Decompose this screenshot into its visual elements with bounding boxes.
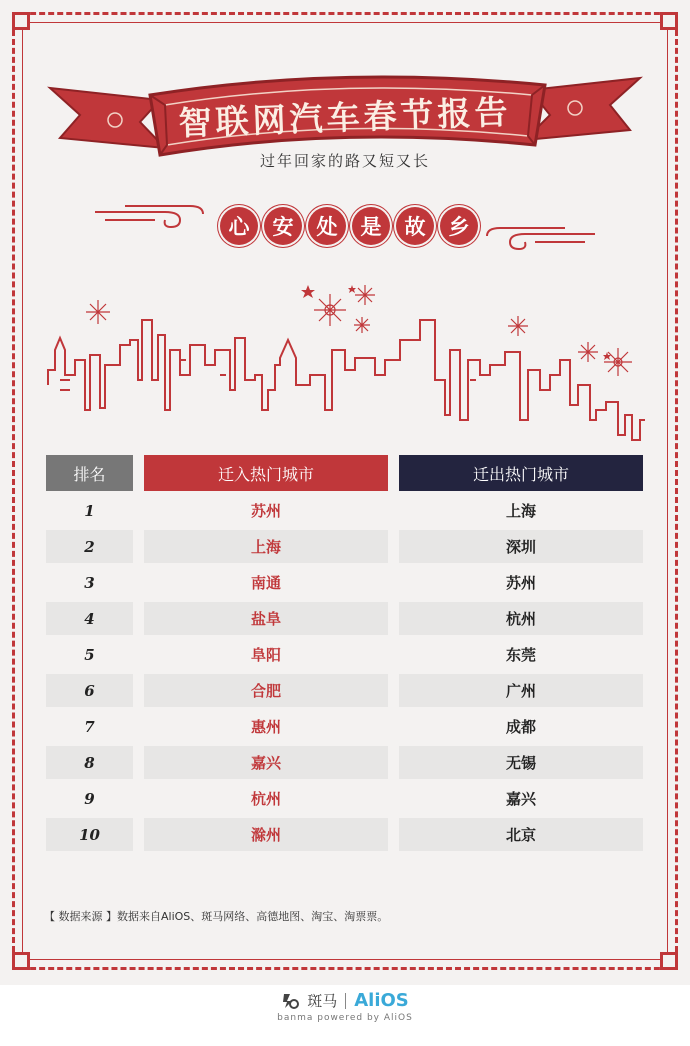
footer-tagline: banma powered by AliOS: [277, 1013, 413, 1023]
outbound-city-cell: 苏州: [505, 574, 536, 592]
rank-cell: 8: [46, 746, 133, 779]
outbound-city-cell: 深圳: [399, 530, 643, 563]
column-header-outbound: 迁出热门城市: [399, 455, 643, 491]
outbound-city-cell: 杭州: [399, 602, 643, 635]
inbound-city-cell: 阜阳: [250, 646, 281, 664]
slogan-char: 心: [220, 207, 258, 245]
outbound-city-cell: 无锡: [399, 746, 643, 779]
slogan-char: 安: [264, 207, 302, 245]
partner-name: AliOS: [354, 990, 409, 1011]
inbound-city-cell: 滁州: [144, 818, 388, 851]
cloud-swirl-right: [485, 222, 595, 252]
outbound-city-cell: 东莞: [505, 646, 536, 664]
inbound-city-cell: 苏州: [250, 502, 281, 520]
column-header-inbound: 迁入热门城市: [144, 455, 388, 491]
frame-corner: [12, 12, 30, 30]
city-skyline-illustration: [40, 280, 650, 445]
report-subtitle: 过年回家的路又短又长: [259, 152, 430, 170]
slogan-char: 乡: [440, 207, 478, 245]
report-title: 智联网汽车春节报告: [177, 92, 513, 143]
rank-cell: 2: [46, 530, 133, 563]
outbound-city-cell: 北京: [399, 818, 643, 851]
frame-corner: [660, 952, 678, 970]
column-header-rank: 排名: [46, 455, 133, 491]
rank-cell: 9: [84, 789, 95, 808]
frame-corner: [12, 952, 30, 970]
outbound-city-cell: 成都: [505, 718, 536, 736]
inbound-city-cell: 上海: [144, 530, 388, 563]
rank-cell: 1: [84, 501, 95, 520]
rank-cell: 3: [84, 573, 95, 592]
slogan-char: 处: [308, 207, 346, 245]
rank-cell: 6: [46, 674, 133, 707]
logo-divider: [345, 993, 346, 1009]
rank-cell: 4: [46, 602, 133, 635]
inbound-city-cell: 南通: [250, 574, 281, 592]
footer-logo: [0, 990, 690, 1011]
slogan-char: 故: [396, 207, 434, 245]
rank-cell: 5: [84, 645, 95, 664]
slogan-circles: [220, 207, 478, 245]
slogan-char: 是: [352, 207, 390, 245]
banma-logo-icon: [281, 992, 299, 1010]
inbound-city-cell: 惠州: [250, 718, 281, 736]
rank-cell: 7: [84, 717, 95, 736]
frame-corner: [660, 12, 678, 30]
data-source-note: 【 数据来源 】数据来自AliOS、斑马网络、高德地图、淘宝、淘票票。: [44, 910, 389, 923]
outbound-city-cell: 广州: [399, 674, 643, 707]
inbound-city-cell: 合肥: [144, 674, 388, 707]
outbound-city-cell: 嘉兴: [505, 790, 536, 808]
inbound-city-cell: 杭州: [250, 790, 281, 808]
brand-name: 斑马: [307, 992, 338, 1010]
inbound-city-cell: 嘉兴: [144, 746, 388, 779]
inbound-city-cell: 盐阜: [144, 602, 388, 635]
cloud-swirl-left: [95, 200, 205, 230]
rank-cell: 10: [46, 818, 133, 851]
outbound-city-cell: 上海: [505, 502, 536, 520]
